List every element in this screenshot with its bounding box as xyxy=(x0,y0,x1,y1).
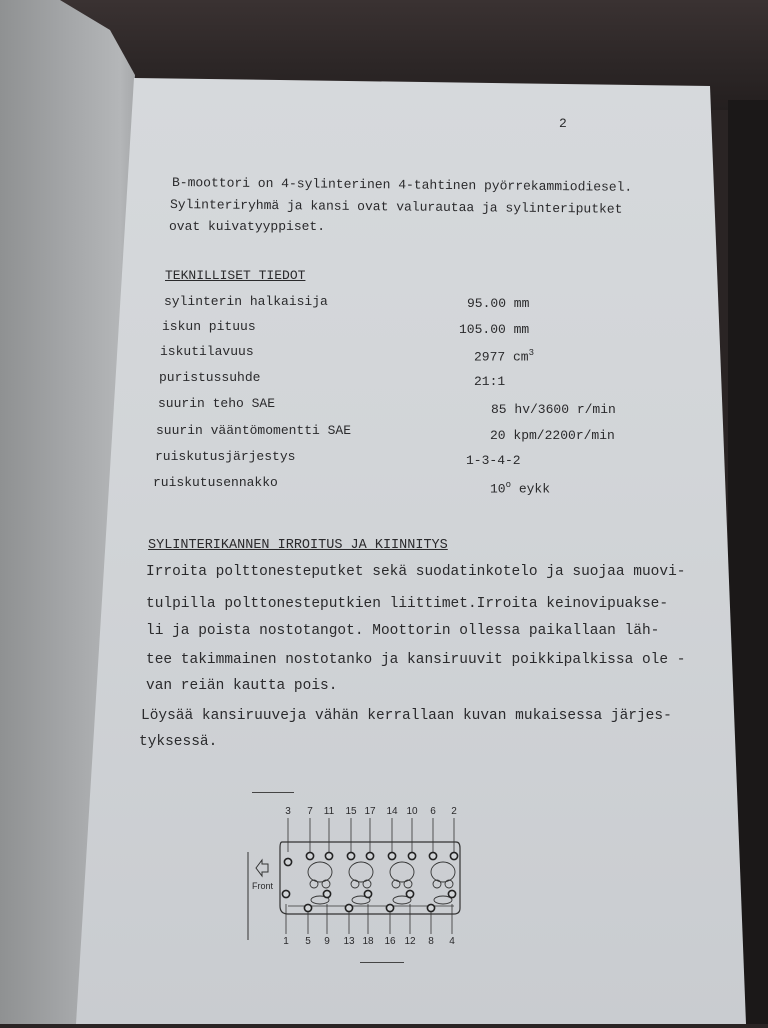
specs-heading: TEKNILLISET TIEDOT xyxy=(165,268,306,283)
spec-value: 21:1 xyxy=(474,374,506,389)
bolt-number-top: 6 xyxy=(430,806,436,817)
head-bolt xyxy=(388,852,395,859)
bolt-number-top: 15 xyxy=(345,806,357,817)
spec-value: 105.00 mm xyxy=(459,322,530,337)
valve-seat xyxy=(392,880,400,888)
spec-value: 95.00 mm xyxy=(467,296,530,311)
section-line-6: Löysää kansiruuveja vähän kerrallaan kuvan mukaisessa järjes- xyxy=(141,708,672,724)
bolt-number-top: 14 xyxy=(386,806,398,817)
spec-value: 10$^o$ eykk xyxy=(490,480,551,497)
bolt-number-bottom: 12 xyxy=(404,936,416,947)
head-bolt xyxy=(345,904,352,911)
cylinder-chamber xyxy=(308,862,332,882)
bolt-number-bottom: 8 xyxy=(428,936,434,947)
spec-label: iskun pituus xyxy=(162,319,256,334)
head-bolt xyxy=(450,852,457,859)
bolt-number-top: 3 xyxy=(285,806,291,817)
head-bolt xyxy=(325,852,332,859)
spec-label: puristussuhde xyxy=(159,370,261,385)
intro-line-2: Sylinteriryhmä ja kansi ovat valurautaa ja sylinteriputket xyxy=(169,197,623,217)
bolt-number-bottom: 13 xyxy=(343,936,355,947)
spec-value: 20 kpm/2200r/min xyxy=(490,428,615,443)
head-bolt xyxy=(408,852,415,859)
bolt-number-top: 2 xyxy=(451,806,457,817)
spec-label: ruiskutusjärjestys xyxy=(155,449,296,464)
separator-line xyxy=(252,792,294,793)
bolt-number-bottom: 4 xyxy=(449,936,455,947)
bolt-number-bottom: 1 xyxy=(283,936,289,947)
section-line-4: tee takimmainen nostotanko ja kansiruuvit poikkipalkissa ole - xyxy=(146,652,686,668)
section-line-2: tulpilla polttonesteputkien liittimet.Irroita keinovipuakse- xyxy=(146,596,669,612)
bolt-number-bottom: 5 xyxy=(305,936,311,947)
section-line-1: Irroita polttonesteputket sekä suodatinkotelo ja suojaa muovi- xyxy=(146,564,686,580)
spec-value: 2977 $cm^3$ xyxy=(474,348,535,365)
head-bolt xyxy=(429,852,436,859)
valve-seat xyxy=(310,880,318,888)
section-line-3: li ja poista nostotangot. Moottorin ollessa paikallaan läh- xyxy=(146,623,660,639)
bolt-number-top: 17 xyxy=(364,806,376,817)
head-bolt xyxy=(448,890,455,897)
page-number: 2 xyxy=(559,116,567,131)
head-bolt xyxy=(364,890,371,897)
head-bolt xyxy=(323,890,330,897)
front-arrow-icon xyxy=(256,860,268,876)
bolt-number-bottom: 18 xyxy=(362,936,374,947)
bolt-number-bottom: 9 xyxy=(324,936,330,947)
front-label: Front xyxy=(252,881,274,891)
cylinder-chamber xyxy=(431,862,455,882)
valve-seat xyxy=(363,880,371,888)
valve-seat xyxy=(433,880,441,888)
bolt-number-top: 10 xyxy=(406,806,418,817)
head-bolt xyxy=(427,904,434,911)
head-bolt xyxy=(306,852,313,859)
head-bolt xyxy=(406,890,413,897)
spec-label: suurin teho SAE xyxy=(158,396,276,411)
head-bolt xyxy=(347,852,354,859)
head-bolt xyxy=(282,890,289,897)
valve-seat xyxy=(351,880,359,888)
spec-label: suurin vääntömomentti SAE xyxy=(156,423,352,438)
section-line-5: van reiän kautta pois. xyxy=(146,678,338,694)
bolt-number-top: 7 xyxy=(307,806,313,817)
cylinder-head-diagram xyxy=(240,800,475,960)
intro-line-3: ovat kuivatyyppiset. xyxy=(169,219,326,234)
head-bolt xyxy=(386,904,393,911)
section-heading: SYLINTERIKANNEN IRROITUS JA KIINNITYS xyxy=(148,538,448,553)
spec-value: 85 hv/3600 r/min xyxy=(491,402,616,417)
cylinder-chamber xyxy=(390,862,414,882)
bolt-number-bottom: 16 xyxy=(384,936,396,947)
valve-seat xyxy=(445,880,453,888)
section-line-7: tyksessä. xyxy=(139,734,218,750)
spec-label: sylinterin halkaisija xyxy=(164,294,328,309)
valve-seat xyxy=(404,880,412,888)
valve-seat xyxy=(322,880,330,888)
head-bolt xyxy=(284,858,291,865)
spec-value: 1-3-4-2 xyxy=(466,453,521,468)
spec-label: ruiskutusennakko xyxy=(153,475,278,490)
separator-line xyxy=(360,962,404,963)
cylinder-chamber xyxy=(349,862,373,882)
head-bolt xyxy=(366,852,373,859)
intro-line-1: B-moottori on 4-sylinterinen 4-tahtinen pyörrekammiodiesel. xyxy=(171,175,633,195)
bolt-number-top: 11 xyxy=(323,806,335,817)
spec-label: iskutilavuus xyxy=(160,344,254,359)
head-bolt xyxy=(304,904,311,911)
